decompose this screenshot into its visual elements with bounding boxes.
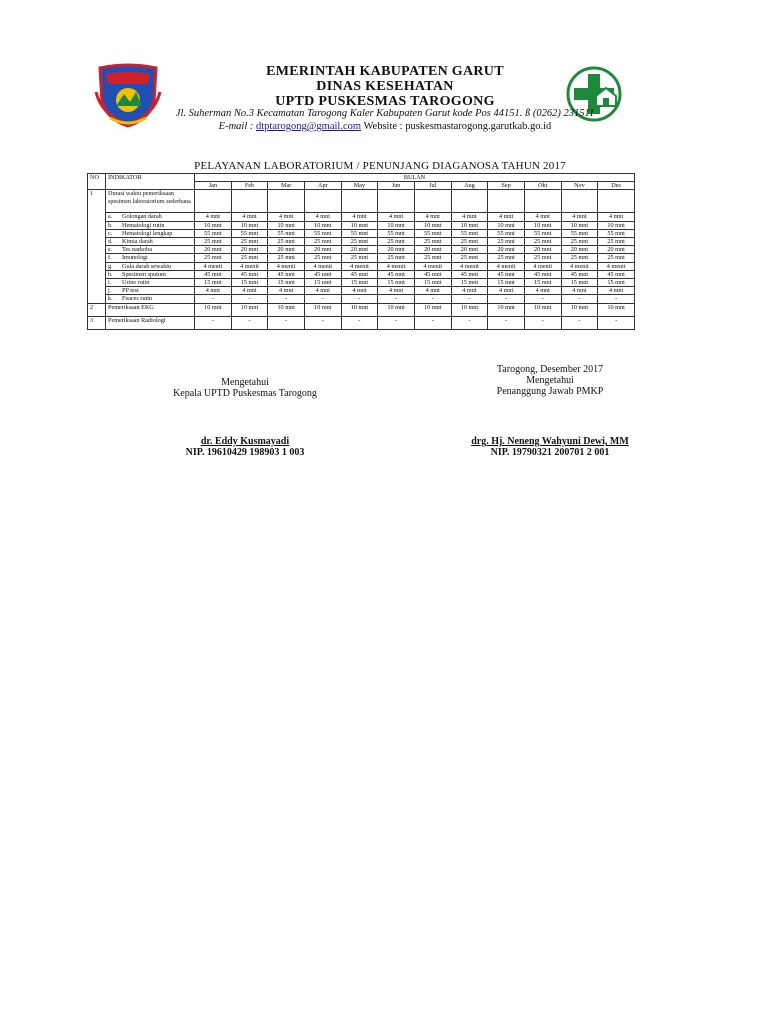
value-cell: 10 mnt [488, 303, 525, 316]
empty-cell [304, 190, 341, 213]
row-no: 3 [88, 316, 106, 329]
value-cell: 10 mnt [268, 303, 305, 316]
header-contact [170, 121, 600, 132]
value-cell: 45 mnt [561, 270, 598, 278]
value-cell: 4 mnt [598, 213, 635, 221]
value-cell: 25 mnt [561, 238, 598, 246]
left-signatory [140, 436, 350, 458]
value-cell: 10 mnt [414, 221, 451, 229]
value-cell: 20 mnt [195, 246, 232, 254]
header-month: Jan [195, 182, 232, 190]
value-cell: 25 mnt [341, 238, 378, 246]
right-signatory-name: drg. Hj. Neneng Wahyuni Dewi, MM [471, 436, 629, 447]
value-cell: 20 mnt [378, 246, 415, 254]
value-cell: 25 mnt [231, 238, 268, 246]
email-label: E-mail : [218, 121, 254, 132]
value-cell: - [451, 316, 488, 329]
header-address: Jl. Suherman No.3 Kecamatan Tarogong Kaler Kabupaten Garut kode Pos 44151. ß (0262) 231511 [175, 108, 595, 119]
row-indikator [106, 279, 195, 287]
value-cell: 10 mnt [488, 221, 525, 229]
value-cell: 20 mnt [561, 246, 598, 254]
value-cell: 4 mnt [304, 213, 341, 221]
item-letter: k. [108, 295, 113, 303]
value-cell: 4 mnt [414, 213, 451, 221]
empty-cell [561, 190, 598, 213]
row-indikator [106, 213, 195, 221]
value-cell: 45 mnt [414, 270, 451, 278]
table-row [88, 279, 635, 287]
value-cell: 4 mnt [488, 213, 525, 221]
table-row [88, 221, 635, 229]
value-cell: - [524, 295, 561, 303]
value-cell: 15 mnt [598, 279, 635, 287]
item-letter: c. [108, 229, 113, 237]
value-cell: 10 mnt [561, 221, 598, 229]
table-row [88, 229, 635, 237]
value-cell: 4 menit [561, 262, 598, 270]
row-indikator [106, 254, 195, 262]
value-cell: 20 mnt [451, 246, 488, 254]
value-cell: 15 mnt [488, 279, 525, 287]
value-cell: 15 mnt [341, 279, 378, 287]
table-header-row [88, 174, 635, 182]
value-cell: 10 mnt [524, 303, 561, 316]
value-cell: 4 mnt [561, 287, 598, 295]
value-cell: 4 mnt [561, 213, 598, 221]
value-cell: 25 mnt [268, 238, 305, 246]
value-cell: 25 mnt [268, 254, 305, 262]
value-cell: 10 mnt [341, 221, 378, 229]
header-month: Nov [561, 182, 598, 190]
value-cell: 4 mnt [304, 287, 341, 295]
row-indikator [106, 238, 195, 246]
value-cell: 55 mnt [451, 229, 488, 237]
header-month: Mar [268, 182, 305, 190]
value-cell: 45 mnt [195, 270, 232, 278]
value-cell: - [488, 316, 525, 329]
left-sign-known: Mengetahui [221, 377, 269, 388]
value-cell: 25 mnt [341, 254, 378, 262]
value-cell: - [561, 295, 598, 303]
value-cell: 20 mnt [304, 246, 341, 254]
table-row [88, 262, 635, 270]
header-month: Apr [304, 182, 341, 190]
empty-cell [598, 190, 635, 213]
item-name: Hematologi rutin [122, 221, 165, 229]
value-cell: 55 mnt [268, 229, 305, 237]
value-cell: 4 menit [341, 262, 378, 270]
value-cell: 25 mnt [231, 254, 268, 262]
value-cell: - [378, 316, 415, 329]
value-cell: 55 mnt [195, 229, 232, 237]
value-cell: - [231, 316, 268, 329]
value-cell: - [304, 295, 341, 303]
table-row [88, 254, 635, 262]
value-cell: 25 mnt [195, 238, 232, 246]
value-cell: - [451, 295, 488, 303]
table-row [88, 316, 635, 329]
empty-cell [488, 190, 525, 213]
value-cell: 45 mnt [524, 270, 561, 278]
value-cell: 4 mnt [341, 213, 378, 221]
value-cell: 25 mnt [598, 254, 635, 262]
value-cell: - [304, 316, 341, 329]
table-row [88, 190, 635, 213]
value-cell: 55 mnt [598, 229, 635, 237]
value-cell: - [488, 295, 525, 303]
value-cell: - [268, 295, 305, 303]
value-cell: 15 mnt [414, 279, 451, 287]
item-name: Kimia darah [122, 238, 153, 246]
value-cell: 4 mnt [378, 287, 415, 295]
header-month: Des [598, 182, 635, 190]
empty-cell [231, 190, 268, 213]
email-link[interactable]: dtptarogong@gmail.com [256, 121, 362, 132]
item-name: Imunologi [122, 254, 148, 262]
value-cell: 15 mnt [231, 279, 268, 287]
value-cell: 15 mnt [304, 279, 341, 287]
item-name: Golongan darah [122, 213, 162, 221]
row-no: 1 [88, 190, 106, 303]
value-cell: 4 menit [598, 262, 635, 270]
header-department: DINAS KESEHATAN [316, 79, 454, 94]
value-cell: 10 mnt [598, 221, 635, 229]
value-cell: - [231, 295, 268, 303]
value-cell: 25 mnt [451, 254, 488, 262]
value-cell: 20 mnt [414, 246, 451, 254]
value-cell: 45 mnt [268, 270, 305, 278]
table-row [88, 287, 635, 295]
row-indikator [106, 295, 195, 303]
value-cell: 4 menit [451, 262, 488, 270]
row-indikator [106, 262, 195, 270]
value-cell: 10 mnt [561, 303, 598, 316]
left-signature-block [140, 377, 350, 399]
value-cell: 45 mnt [488, 270, 525, 278]
value-cell: - [561, 316, 598, 329]
table-row [88, 238, 635, 246]
value-cell: 4 mnt [378, 213, 415, 221]
value-cell: 20 mnt [524, 246, 561, 254]
value-cell: 4 menit [231, 262, 268, 270]
value-cell: 4 mnt [195, 213, 232, 221]
right-place-date: Tarogong, Desember 2017 [496, 364, 604, 375]
value-cell: 4 mnt [451, 213, 488, 221]
header-government: EMERINTAH KABUPATEN GARUT [266, 64, 504, 79]
value-cell: 4 mnt [451, 287, 488, 295]
row-no: 2 [88, 303, 106, 316]
row-indikator [106, 229, 195, 237]
left-sign-position: Kepala UPTD Puskesmas Tarogong [173, 388, 317, 399]
table-row [88, 213, 635, 221]
empty-cell [341, 190, 378, 213]
table-row [88, 303, 635, 316]
row-indikator: Durasi waktu pemeriksaan spesimen laboratorium sederhana [106, 190, 195, 213]
header-month: Okt [524, 182, 561, 190]
value-cell: 55 mnt [524, 229, 561, 237]
header-month: Jul [414, 182, 451, 190]
empty-cell [195, 190, 232, 213]
row-indikator: Pemeriksaan Radiologi [106, 316, 195, 329]
value-cell: 4 mnt [231, 213, 268, 221]
item-name: Feaces rutin [122, 295, 153, 303]
value-cell: 10 mnt [378, 303, 415, 316]
value-cell: 4 mnt [414, 287, 451, 295]
right-signatory-nip: NIP. 19790321 200701 2 001 [490, 447, 610, 458]
right-signatory [440, 436, 660, 458]
table-row [88, 295, 635, 303]
value-cell: 25 mnt [414, 238, 451, 246]
right-sign-position: Penanggung Jawab PMKP [496, 386, 604, 397]
value-cell: 10 mnt [304, 303, 341, 316]
value-cell: 55 mnt [378, 229, 415, 237]
value-cell: 25 mnt [598, 238, 635, 246]
value-cell: 20 mnt [488, 246, 525, 254]
value-cell: 4 menit [195, 262, 232, 270]
value-cell: 4 mnt [268, 287, 305, 295]
value-cell: 4 mnt [524, 213, 561, 221]
header-indikator: INDIKATOR [106, 174, 195, 190]
value-cell: 25 mnt [561, 254, 598, 262]
value-cell: 10 mnt [195, 221, 232, 229]
item-letter: a. [108, 213, 113, 221]
value-cell: - [195, 295, 232, 303]
value-cell: 25 mnt [378, 238, 415, 246]
table-row [88, 246, 635, 254]
value-cell: - [414, 295, 451, 303]
website-text: puskesmastarogong.garutkab.go.id [405, 121, 552, 132]
header-bulan: BULAN [195, 174, 635, 182]
value-cell: - [598, 316, 635, 329]
item-name: Gula darah sewaktu [122, 262, 172, 270]
value-cell: 10 mnt [524, 221, 561, 229]
value-cell: 20 mnt [341, 246, 378, 254]
item-letter: b. [108, 221, 113, 229]
value-cell: 10 mnt [195, 303, 232, 316]
header-month: Jun [378, 182, 415, 190]
left-signatory-name: dr. Eddy Kusmayadi [200, 436, 290, 447]
header-month: Sep [488, 182, 525, 190]
value-cell: 4 mnt [341, 287, 378, 295]
value-cell: 20 mnt [268, 246, 305, 254]
empty-cell [524, 190, 561, 213]
value-cell: 15 mnt [378, 279, 415, 287]
row-indikator [106, 246, 195, 254]
value-cell: 4 mnt [268, 213, 305, 221]
item-letter: d. [108, 238, 113, 246]
value-cell: 55 mnt [561, 229, 598, 237]
value-cell: 10 mnt [378, 221, 415, 229]
value-cell: 45 mnt [378, 270, 415, 278]
value-cell: - [598, 295, 635, 303]
value-cell: 20 mnt [231, 246, 268, 254]
value-cell: 55 mnt [341, 229, 378, 237]
header-month: Feb [231, 182, 268, 190]
item-letter: j. [108, 287, 112, 295]
value-cell: 20 mnt [598, 246, 635, 254]
item-letter: i. [108, 279, 112, 287]
value-cell: 45 mnt [341, 270, 378, 278]
header-unit: UPTD PUSKESMAS TAROGONG [275, 94, 495, 109]
value-cell: 45 mnt [231, 270, 268, 278]
value-cell: 25 mnt [524, 238, 561, 246]
website-label: Website : [361, 121, 403, 132]
right-signature-block [440, 364, 660, 397]
value-cell: 15 mnt [268, 279, 305, 287]
value-cell: 55 mnt [304, 229, 341, 237]
lab-service-table [87, 173, 635, 330]
item-name: Hematologi lengkap [122, 229, 173, 237]
value-cell: 45 mnt [304, 270, 341, 278]
value-cell: 4 mnt [231, 287, 268, 295]
value-cell: - [268, 316, 305, 329]
value-cell: 4 menit [304, 262, 341, 270]
item-letter: e. [108, 246, 113, 254]
value-cell: 15 mnt [195, 279, 232, 287]
value-cell: 4 menit [378, 262, 415, 270]
value-cell: 25 mnt [304, 254, 341, 262]
value-cell: - [414, 316, 451, 329]
value-cell: 45 mnt [598, 270, 635, 278]
value-cell: 25 mnt [488, 238, 525, 246]
value-cell: 4 menit [268, 262, 305, 270]
item-letter: f. [108, 254, 112, 262]
value-cell: 4 mnt [524, 287, 561, 295]
table-row [88, 270, 635, 278]
value-cell: 15 mnt [451, 279, 488, 287]
row-indikator [106, 221, 195, 229]
value-cell: 15 mnt [561, 279, 598, 287]
item-letter: g. [108, 262, 113, 270]
value-cell: 10 mnt [414, 303, 451, 316]
item-name: Tes narkoba [122, 246, 152, 254]
header-no: NO [88, 174, 106, 190]
value-cell: 10 mnt [268, 221, 305, 229]
empty-cell [451, 190, 488, 213]
value-cell: 4 menit [414, 262, 451, 270]
value-cell: 10 mnt [304, 221, 341, 229]
value-cell: - [378, 295, 415, 303]
value-cell: 10 mnt [598, 303, 635, 316]
value-cell: 10 mnt [451, 303, 488, 316]
item-name: Urine rutin [122, 279, 150, 287]
empty-cell [414, 190, 451, 213]
value-cell: 4 mnt [598, 287, 635, 295]
item-name: Spesimen sputum [122, 270, 166, 278]
report-title: PELAYANAN LABORATORIUM / PENUNJANG DIAGANOSA TAHUN 2017 [194, 160, 566, 172]
value-cell: 4 menit [488, 262, 525, 270]
empty-cell [268, 190, 305, 213]
value-cell: 25 mnt [195, 254, 232, 262]
value-cell: 25 mnt [414, 254, 451, 262]
value-cell: - [341, 295, 378, 303]
value-cell: 10 mnt [231, 221, 268, 229]
value-cell: 4 mnt [195, 287, 232, 295]
value-cell: 55 mnt [414, 229, 451, 237]
item-name: PP test [122, 287, 139, 295]
value-cell: - [195, 316, 232, 329]
header-month: May [341, 182, 378, 190]
value-cell: 45 mnt [451, 270, 488, 278]
item-letter: h. [108, 270, 113, 278]
value-cell: 10 mnt [231, 303, 268, 316]
value-cell: 4 menit [524, 262, 561, 270]
value-cell: 25 mnt [304, 238, 341, 246]
value-cell: 10 mnt [341, 303, 378, 316]
value-cell: 15 mnt [524, 279, 561, 287]
value-cell: 25 mnt [488, 254, 525, 262]
row-indikator [106, 287, 195, 295]
right-sign-known: Mengetahui [526, 375, 574, 386]
left-signatory-nip: NIP. 19610429 198903 1 003 [185, 447, 305, 458]
row-indikator: Pemeriksaan EKG [106, 303, 195, 316]
value-cell: 25 mnt [451, 238, 488, 246]
value-cell: 25 mnt [378, 254, 415, 262]
value-cell: - [524, 316, 561, 329]
header-month: Aug [451, 182, 488, 190]
value-cell: 10 mnt [451, 221, 488, 229]
empty-cell [378, 190, 415, 213]
value-cell: 4 mnt [488, 287, 525, 295]
value-cell: 25 mnt [524, 254, 561, 262]
row-indikator [106, 270, 195, 278]
value-cell: 55 mnt [231, 229, 268, 237]
value-cell: - [341, 316, 378, 329]
value-cell: 55 mnt [488, 229, 525, 237]
